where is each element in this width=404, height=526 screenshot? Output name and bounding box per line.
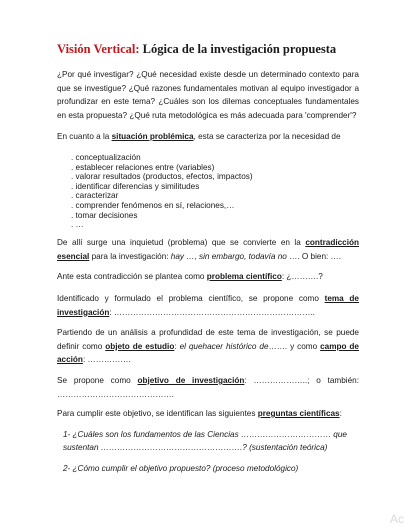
list-item: . valorar resultados (productos, efectos, impactos) <box>71 172 253 182</box>
list-item: . establecer relaciones entre (variables) <box>71 162 215 172</box>
tema-paragraph <box>57 292 359 319</box>
objetivo-before: Se propone como <box>57 376 138 385</box>
inquietud-term: contradicción esencial <box>57 238 359 261</box>
inquietud-after: …. O bien: …. <box>286 251 342 261</box>
list-item: . tomar decisiones <box>71 210 138 220</box>
objeto-after2: : ……………. <box>82 355 131 365</box>
list-item: . caracterizar <box>71 191 119 201</box>
objeto-before: Partiendo de un análisis a profundidad de este tema de investigación, se puede definir como <box>57 328 359 351</box>
tema-term: tema de investigación <box>57 294 359 317</box>
problema-paragraph <box>57 270 359 284</box>
objeto-term1: objeto de estudio <box>105 341 175 351</box>
inquietud-before: De allí surge una inquietud (problema) que se convierte en la <box>57 238 306 247</box>
tema-after: : ……………………………………………………………….. <box>109 307 315 317</box>
preguntas-paragraph <box>57 407 359 421</box>
situacion-before: En cuanto a la <box>57 132 112 141</box>
objeto-after1: ……. y como <box>268 341 321 351</box>
inquietud-italic: hay …, sin embargo, todavía no <box>170 251 287 261</box>
preguntas-term: preguntas científicas <box>257 409 340 418</box>
list-item: . identificar diferencias y similitudes <box>71 181 200 191</box>
page-title <box>57 42 377 57</box>
problema-after: : ¿……….? <box>281 272 323 281</box>
question-1: 1- ¿Cuáles son los fundamentos de las Ciencias …………………………… que sustentan …………………………………………….? (sustentación teórica) <box>63 430 347 453</box>
objeto-middle: : <box>174 341 180 351</box>
objetivo-paragraph <box>57 374 359 401</box>
preguntas-before: Para cumplir este objetivo, se identifican las siguientes <box>57 409 258 418</box>
watermark: Ac <box>389 512 404 526</box>
title-rest: Lógica de la investigación propuesta <box>139 42 337 56</box>
objetivo-term: objetivo de investigación <box>137 376 245 385</box>
problema-term: problema científico <box>206 272 282 281</box>
objeto-term2: campo de acción <box>57 341 359 365</box>
situacion-term: situación problémica <box>111 132 194 141</box>
list-item: . conceptualización <box>71 153 141 162</box>
list-item: . comprender fenómenos en sí, relaciones,… <box>71 200 235 210</box>
inquietud-middle: para la investigación: <box>89 251 171 261</box>
title-prefix: Visión Vertical: <box>57 42 140 56</box>
list-item: . … <box>71 220 84 230</box>
objeto-italic: el quehacer histórico de <box>179 341 269 351</box>
intro-paragraph: ¿Por qué investigar? ¿Qué necesidad existe desde un determinado contexto para que se investigue? ¿Qué razones fundamentales motivan al equipo investigador a profundizar en este tema? ¿Cuáles son los dilemas conceptuales fundamentales en esta propuesta? ¿Qué ruta metodológica es más adecuada para 'comprender'? <box>57 70 359 120</box>
situacion-paragraph <box>57 130 359 144</box>
objetivo-after: : ………………..; o también: ……………………………………. <box>57 376 359 399</box>
needs-list <box>71 153 253 230</box>
inquietud-paragraph <box>57 236 359 263</box>
situacion-after: , esta se caracteriza por la necesidad de <box>193 132 341 141</box>
tema-before: Identificado y formulado el problema científico, se propone como <box>57 294 325 303</box>
preguntas-after: : <box>339 409 342 418</box>
problema-before: Ante esta contradicción se plantea como <box>57 272 207 281</box>
objeto-paragraph <box>57 326 359 367</box>
question-2: 2- ¿Cómo cumplir el objetivo propuesto? (proceso metodológico) <box>63 464 299 473</box>
